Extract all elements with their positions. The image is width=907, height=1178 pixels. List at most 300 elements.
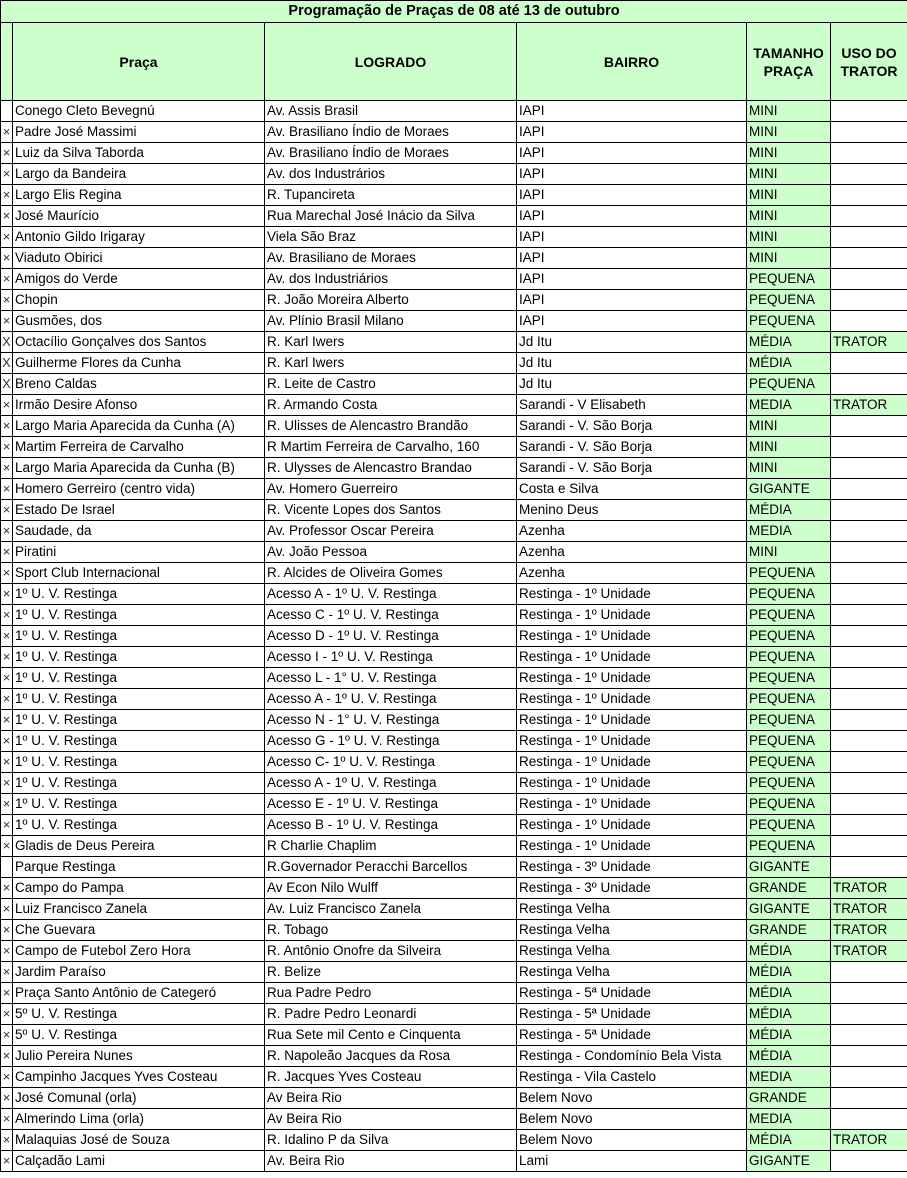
cell-bairro: Restinga - Condomínio Bela Vista xyxy=(517,1046,747,1067)
cell-logrado: Av. Professor Oscar Pereira xyxy=(265,521,517,542)
cell-tamanho: PEQUENA xyxy=(747,563,831,584)
cell-praca: Chopin xyxy=(13,290,265,311)
row-mark: × xyxy=(1,500,13,521)
cell-tamanho: PEQUENA xyxy=(747,773,831,794)
table-row xyxy=(1,668,907,689)
table-row xyxy=(1,794,907,815)
row-mark: × xyxy=(1,542,13,563)
cell-tamanho: PEQUENA xyxy=(747,311,831,332)
header-mark xyxy=(1,23,13,101)
cell-tamanho: MÉDIA xyxy=(747,332,831,353)
row-mark: × xyxy=(1,311,13,332)
header-bairro: BAIRRO xyxy=(517,23,747,101)
cell-bairro: Restinga - 1º Unidade xyxy=(517,605,747,626)
row-mark: × xyxy=(1,395,13,416)
cell-trator xyxy=(831,122,907,143)
cell-trator xyxy=(831,815,907,836)
cell-tamanho: GIGANTE xyxy=(747,899,831,920)
cell-logrado: Av. Assis Brasil xyxy=(265,101,517,122)
cell-praca: Luiz da Silva Taborda xyxy=(13,143,265,164)
table-row xyxy=(1,731,907,752)
cell-tamanho: PEQUENA xyxy=(747,794,831,815)
cell-tamanho: GRANDE xyxy=(747,920,831,941)
cell-bairro: Restinga - 1º Unidade xyxy=(517,626,747,647)
table-row xyxy=(1,458,907,479)
cell-tamanho: MINI xyxy=(747,416,831,437)
row-mark: × xyxy=(1,227,13,248)
table-row xyxy=(1,1151,907,1172)
cell-praca: José Comunal (orla) xyxy=(13,1088,265,1109)
row-mark: X xyxy=(1,332,13,353)
cell-logrado: Av. Homero Guerreiro xyxy=(265,479,517,500)
cell-trator: TRATOR xyxy=(831,332,907,353)
cell-bairro: Sarandi - V. São Borja xyxy=(517,416,747,437)
cell-praca: 1º U. V. Restinga xyxy=(13,731,265,752)
cell-praca: Largo Maria Aparecida da Cunha (A) xyxy=(13,416,265,437)
cell-praca: 1º U. V. Restinga xyxy=(13,605,265,626)
row-mark: × xyxy=(1,668,13,689)
cell-trator: TRATOR xyxy=(831,941,907,962)
cell-bairro: Restinga - 1º Unidade xyxy=(517,794,747,815)
row-mark: × xyxy=(1,878,13,899)
cell-logrado: R. Alcides de Oliveira Gomes xyxy=(265,563,517,584)
cell-tamanho: MINI xyxy=(747,122,831,143)
row-mark: × xyxy=(1,458,13,479)
cell-logrado: Rua Padre Pedro xyxy=(265,983,517,1004)
cell-logrado: Acesso G - 1º U. V. Restinga xyxy=(265,731,517,752)
table-row xyxy=(1,878,907,899)
cell-bairro: Restinga Velha xyxy=(517,962,747,983)
cell-bairro: Sarandi - V. São Borja xyxy=(517,437,747,458)
cell-bairro: IAPI xyxy=(517,164,747,185)
row-mark: × xyxy=(1,122,13,143)
table-row xyxy=(1,353,907,374)
cell-logrado: Acesso B - 1º U. V. Restinga xyxy=(265,815,517,836)
row-mark: × xyxy=(1,1109,13,1130)
cell-logrado: R. Padre Pedro Leonardi xyxy=(265,1004,517,1025)
row-mark: × xyxy=(1,479,13,500)
table-row xyxy=(1,752,907,773)
cell-trator: TRATOR xyxy=(831,899,907,920)
cell-bairro: IAPI xyxy=(517,248,747,269)
table-row xyxy=(1,248,907,269)
table-row xyxy=(1,1088,907,1109)
cell-trator xyxy=(831,794,907,815)
cell-tamanho: PEQUENA xyxy=(747,836,831,857)
cell-praca: Campo do Pampa xyxy=(13,878,265,899)
table-row xyxy=(1,479,907,500)
cell-logrado: R. Tobago xyxy=(265,920,517,941)
table-row xyxy=(1,521,907,542)
row-mark: × xyxy=(1,248,13,269)
cell-logrado: R. Belize xyxy=(265,962,517,983)
table-row xyxy=(1,647,907,668)
cell-logrado: R. Tupancireta xyxy=(265,185,517,206)
cell-trator xyxy=(831,857,907,878)
cell-tamanho: MÉDIA xyxy=(747,1025,831,1046)
cell-trator xyxy=(831,731,907,752)
table-row xyxy=(1,416,907,437)
cell-trator: TRATOR xyxy=(831,920,907,941)
row-mark: × xyxy=(1,416,13,437)
cell-trator xyxy=(831,626,907,647)
cell-praca: Parque Restinga xyxy=(13,857,265,878)
cell-bairro: Sarandi - V Elisabeth xyxy=(517,395,747,416)
cell-bairro: Restinga - 1º Unidade xyxy=(517,815,747,836)
cell-logrado: Av. Brasiliano de Moraes xyxy=(265,248,517,269)
cell-tamanho: PEQUENA xyxy=(747,374,831,395)
cell-praca: Guilherme Flores da Cunha xyxy=(13,353,265,374)
table-row xyxy=(1,815,907,836)
cell-trator xyxy=(831,542,907,563)
cell-trator: TRATOR xyxy=(831,1130,907,1151)
row-mark: × xyxy=(1,1025,13,1046)
cell-praca: Campo de Futebol Zero Hora xyxy=(13,941,265,962)
cell-trator xyxy=(831,962,907,983)
cell-bairro: Sarandi - V. São Borja xyxy=(517,458,747,479)
cell-bairro: IAPI xyxy=(517,185,747,206)
cell-bairro: Restinga - 1º Unidade xyxy=(517,668,747,689)
row-mark: × xyxy=(1,941,13,962)
cell-bairro: Restinga - 1º Unidade xyxy=(517,752,747,773)
cell-logrado: Av. João Pessoa xyxy=(265,542,517,563)
row-mark: X xyxy=(1,353,13,374)
row-mark: × xyxy=(1,815,13,836)
cell-bairro: IAPI xyxy=(517,290,747,311)
cell-tamanho: PEQUENA xyxy=(747,710,831,731)
cell-bairro: Restinga - 1º Unidade xyxy=(517,689,747,710)
cell-trator xyxy=(831,500,907,521)
cell-tamanho: PEQUENA xyxy=(747,584,831,605)
cell-bairro: Restinga Velha xyxy=(517,920,747,941)
row-mark: × xyxy=(1,290,13,311)
cell-tamanho: PEQUENA xyxy=(747,269,831,290)
header-row xyxy=(1,23,907,101)
cell-trator xyxy=(831,1025,907,1046)
cell-logrado: Acesso D - 1º U. V. Restinga xyxy=(265,626,517,647)
row-mark: × xyxy=(1,1067,13,1088)
cell-tamanho: MÉDIA xyxy=(747,1130,831,1151)
cell-bairro: Belem Novo xyxy=(517,1109,747,1130)
table-row xyxy=(1,332,907,353)
cell-trator: TRATOR xyxy=(831,878,907,899)
cell-tamanho: MINI xyxy=(747,542,831,563)
cell-trator: TRATOR xyxy=(831,395,907,416)
cell-praca: 5º U. V. Restinga xyxy=(13,1004,265,1025)
table-row xyxy=(1,1109,907,1130)
cell-trator xyxy=(831,143,907,164)
cell-praca: Saudade, da xyxy=(13,521,265,542)
table-row xyxy=(1,1004,907,1025)
row-mark: × xyxy=(1,899,13,920)
table-row xyxy=(1,185,907,206)
cell-bairro: Restinga - 3º Unidade xyxy=(517,878,747,899)
table-row xyxy=(1,395,907,416)
row-mark: × xyxy=(1,647,13,668)
cell-bairro: IAPI xyxy=(517,269,747,290)
cell-tamanho: PEQUENA xyxy=(747,752,831,773)
row-mark: × xyxy=(1,1046,13,1067)
cell-trator xyxy=(831,479,907,500)
cell-praca: Piratini xyxy=(13,542,265,563)
row-mark: × xyxy=(1,164,13,185)
cell-logrado: Av. dos Industrários xyxy=(265,164,517,185)
cell-praca: Praça Santo Antônio de Categeró xyxy=(13,983,265,1004)
cell-logrado: Rua Marechal José Inácio da Silva xyxy=(265,206,517,227)
cell-bairro: Lami xyxy=(517,1151,747,1172)
cell-praca: Antonio Gildo Irigaray xyxy=(13,227,265,248)
cell-tamanho: GIGANTE xyxy=(747,1151,831,1172)
cell-trator xyxy=(831,710,907,731)
table-row xyxy=(1,857,907,878)
header-logrado: LOGRADO xyxy=(265,23,517,101)
cell-logrado: Av. Brasiliano Índio de Moraes xyxy=(265,143,517,164)
sheet-title: Programação de Praças de 08 até 13 de outubro xyxy=(1,1,907,23)
cell-trator xyxy=(831,1067,907,1088)
cell-logrado: R Martim Ferreira de Carvalho, 160 xyxy=(265,437,517,458)
row-mark: × xyxy=(1,185,13,206)
row-mark: × xyxy=(1,731,13,752)
cell-tamanho: MINI xyxy=(747,458,831,479)
cell-bairro: Restinga - 1º Unidade xyxy=(517,731,747,752)
cell-praca: Amigos do Verde xyxy=(13,269,265,290)
cell-bairro: Restinga - 5ª Unidade xyxy=(517,1025,747,1046)
row-mark xyxy=(1,101,13,122)
cell-praca: Jardim Paraíso xyxy=(13,962,265,983)
cell-logrado: Av Beira Rio xyxy=(265,1088,517,1109)
cell-logrado: R. Napoleão Jacques da Rosa xyxy=(265,1046,517,1067)
table-row xyxy=(1,101,907,122)
cell-praca: Che Guevara xyxy=(13,920,265,941)
cell-bairro: Belem Novo xyxy=(517,1130,747,1151)
cell-bairro: Jd Itu xyxy=(517,353,747,374)
cell-praca: Viaduto Obirici xyxy=(13,248,265,269)
table-row xyxy=(1,941,907,962)
cell-praca: Largo Maria Aparecida da Cunha (B) xyxy=(13,458,265,479)
row-mark: × xyxy=(1,521,13,542)
table-row xyxy=(1,605,907,626)
cell-trator xyxy=(831,1151,907,1172)
cell-praca: Calçadão Lami xyxy=(13,1151,265,1172)
cell-logrado: Av Econ Nilo Wulff xyxy=(265,878,517,899)
cell-trator xyxy=(831,290,907,311)
cell-bairro: Restinga - 5ª Unidade xyxy=(517,983,747,1004)
table-row xyxy=(1,227,907,248)
cell-bairro: Jd Itu xyxy=(517,332,747,353)
cell-tamanho: MEDIA xyxy=(747,1109,831,1130)
cell-bairro: Azenha xyxy=(517,563,747,584)
cell-praca: 1º U. V. Restinga xyxy=(13,794,265,815)
row-mark: × xyxy=(1,563,13,584)
row-mark: × xyxy=(1,605,13,626)
cell-logrado: R.Governador Peracchi Barcellos xyxy=(265,857,517,878)
cell-trator xyxy=(831,416,907,437)
cell-praca: Conego Cleto Bevegnú xyxy=(13,101,265,122)
cell-tamanho: MEDIA xyxy=(747,395,831,416)
row-mark: × xyxy=(1,1151,13,1172)
row-mark: × xyxy=(1,752,13,773)
cell-bairro: Restinga - 1º Unidade xyxy=(517,836,747,857)
cell-praca: 1º U. V. Restinga xyxy=(13,584,265,605)
cell-praca: Estado De Israel xyxy=(13,500,265,521)
cell-logrado: R. Idalino P da Silva xyxy=(265,1130,517,1151)
cell-trator xyxy=(831,206,907,227)
cell-praca: 5º U. V. Restinga xyxy=(13,1025,265,1046)
row-mark: × xyxy=(1,1088,13,1109)
cell-logrado: Acesso E - 1º U. V. Restinga xyxy=(265,794,517,815)
table-row xyxy=(1,122,907,143)
table-row xyxy=(1,1025,907,1046)
cell-bairro: Restinga - 1º Unidade xyxy=(517,584,747,605)
cell-praca: Malaquias José de Souza xyxy=(13,1130,265,1151)
table-row xyxy=(1,437,907,458)
cell-bairro: Restinga - 1º Unidade xyxy=(517,647,747,668)
cell-tamanho: MINI xyxy=(747,101,831,122)
cell-bairro: Restinga - 1º Unidade xyxy=(517,773,747,794)
row-mark: × xyxy=(1,983,13,1004)
cell-trator xyxy=(831,248,907,269)
cell-logrado: Acesso C - 1º U. V. Restinga xyxy=(265,605,517,626)
table-row xyxy=(1,983,907,1004)
cell-trator xyxy=(831,605,907,626)
cell-praca: Campinho Jacques Yves Costeau xyxy=(13,1067,265,1088)
cell-logrado: Acesso N - 1° U. V. Restinga xyxy=(265,710,517,731)
row-mark xyxy=(1,857,13,878)
cell-trator xyxy=(831,983,907,1004)
cell-praca: Homero Gerreiro (centro vida) xyxy=(13,479,265,500)
cell-bairro: Azenha xyxy=(517,542,747,563)
row-mark: × xyxy=(1,962,13,983)
cell-praca: Largo Elis Regina xyxy=(13,185,265,206)
cell-trator xyxy=(831,584,907,605)
cell-tamanho: MINI xyxy=(747,227,831,248)
table-row xyxy=(1,899,907,920)
cell-trator xyxy=(831,458,907,479)
cell-trator xyxy=(831,1046,907,1067)
cell-tamanho: MINI xyxy=(747,248,831,269)
cell-tamanho: PEQUENA xyxy=(747,731,831,752)
header-uso-trator: USO DO TRATOR xyxy=(831,23,907,101)
cell-praca: Martim Ferreira de Carvalho xyxy=(13,437,265,458)
cell-praca: Irmão Desire Afonso xyxy=(13,395,265,416)
cell-trator xyxy=(831,185,907,206)
cell-praca: 1º U. V. Restinga xyxy=(13,752,265,773)
table-row xyxy=(1,710,907,731)
table-row xyxy=(1,920,907,941)
cell-praca: 1º U. V. Restinga xyxy=(13,668,265,689)
table-row xyxy=(1,290,907,311)
cell-tamanho: PEQUENA xyxy=(747,605,831,626)
table-row xyxy=(1,542,907,563)
cell-trator xyxy=(831,269,907,290)
cell-trator xyxy=(831,563,907,584)
cell-bairro: Azenha xyxy=(517,521,747,542)
table-row xyxy=(1,311,907,332)
cell-praca: Gusmões, dos xyxy=(13,311,265,332)
cell-tamanho: PEQUENA xyxy=(747,290,831,311)
cell-tamanho: GIGANTE xyxy=(747,857,831,878)
cell-logrado: R. Karl Iwers xyxy=(265,353,517,374)
table-row xyxy=(1,500,907,521)
cell-trator xyxy=(831,437,907,458)
cell-bairro: Menino Deus xyxy=(517,500,747,521)
cell-praca: Almerindo Lima (orla) xyxy=(13,1109,265,1130)
cell-praca: Sport Club Internacional xyxy=(13,563,265,584)
cell-praca: 1º U. V. Restinga xyxy=(13,773,265,794)
cell-tamanho: MINI xyxy=(747,143,831,164)
cell-logrado: Acesso L - 1° U. V. Restinga xyxy=(265,668,517,689)
cell-tamanho: PEQUENA xyxy=(747,647,831,668)
table-row xyxy=(1,1046,907,1067)
cell-praca: Julio Pereira Nunes xyxy=(13,1046,265,1067)
cell-praca: 1º U. V. Restinga xyxy=(13,626,265,647)
row-mark: × xyxy=(1,269,13,290)
cell-logrado: R Charlie Chaplim xyxy=(265,836,517,857)
cell-logrado: R. Vicente Lopes dos Santos xyxy=(265,500,517,521)
table-row xyxy=(1,584,907,605)
table-row xyxy=(1,374,907,395)
cell-trator xyxy=(831,836,907,857)
row-mark: × xyxy=(1,584,13,605)
cell-bairro: Belem Novo xyxy=(517,1088,747,1109)
cell-trator xyxy=(831,773,907,794)
cell-logrado: Rua Sete mil Cento e Cinquenta xyxy=(265,1025,517,1046)
cell-logrado: Viela São Braz xyxy=(265,227,517,248)
row-mark: × xyxy=(1,794,13,815)
row-mark: × xyxy=(1,920,13,941)
cell-praca: Padre José Massimi xyxy=(13,122,265,143)
row-mark: × xyxy=(1,836,13,857)
cell-tamanho: GRANDE xyxy=(747,878,831,899)
cell-tamanho: MINI xyxy=(747,185,831,206)
cell-trator xyxy=(831,1109,907,1130)
cell-logrado: R. Armando Costa xyxy=(265,395,517,416)
cell-tamanho: PEQUENA xyxy=(747,689,831,710)
cell-bairro: IAPI xyxy=(517,206,747,227)
cell-tamanho: MINI xyxy=(747,164,831,185)
cell-trator xyxy=(831,311,907,332)
cell-logrado: R. Ulisses de Alencastro Brandão xyxy=(265,416,517,437)
cell-praca: 1º U. V. Restinga xyxy=(13,647,265,668)
cell-praca: Octacílio Gonçalves dos Santos xyxy=(13,332,265,353)
cell-tamanho: GRANDE xyxy=(747,1088,831,1109)
cell-praca: Largo da Bandeira xyxy=(13,164,265,185)
cell-tamanho: MEDIA xyxy=(747,1067,831,1088)
cell-trator xyxy=(831,227,907,248)
cell-tamanho: MEDIA xyxy=(747,521,831,542)
cell-logrado: R. Ulysses de Alencastro Brandao xyxy=(265,458,517,479)
header-tamanho: TAMANHO PRAÇA xyxy=(747,23,831,101)
cell-praca: Luiz Francisco Zanela xyxy=(13,899,265,920)
cell-tamanho: MÉDIA xyxy=(747,500,831,521)
table-row xyxy=(1,1067,907,1088)
cell-trator xyxy=(831,752,907,773)
table-row xyxy=(1,773,907,794)
cell-praca: Gladis de Deus Pereira xyxy=(13,836,265,857)
cell-tamanho: PEQUENA xyxy=(747,815,831,836)
cell-praca: José Maurício xyxy=(13,206,265,227)
cell-bairro: IAPI xyxy=(517,227,747,248)
cell-bairro: IAPI xyxy=(517,143,747,164)
cell-tamanho: MÉDIA xyxy=(747,353,831,374)
row-mark: × xyxy=(1,689,13,710)
cell-bairro: Costa e Silva xyxy=(517,479,747,500)
row-mark: X xyxy=(1,374,13,395)
cell-tamanho: MINI xyxy=(747,437,831,458)
row-mark: × xyxy=(1,206,13,227)
cell-trator xyxy=(831,668,907,689)
cell-trator xyxy=(831,689,907,710)
